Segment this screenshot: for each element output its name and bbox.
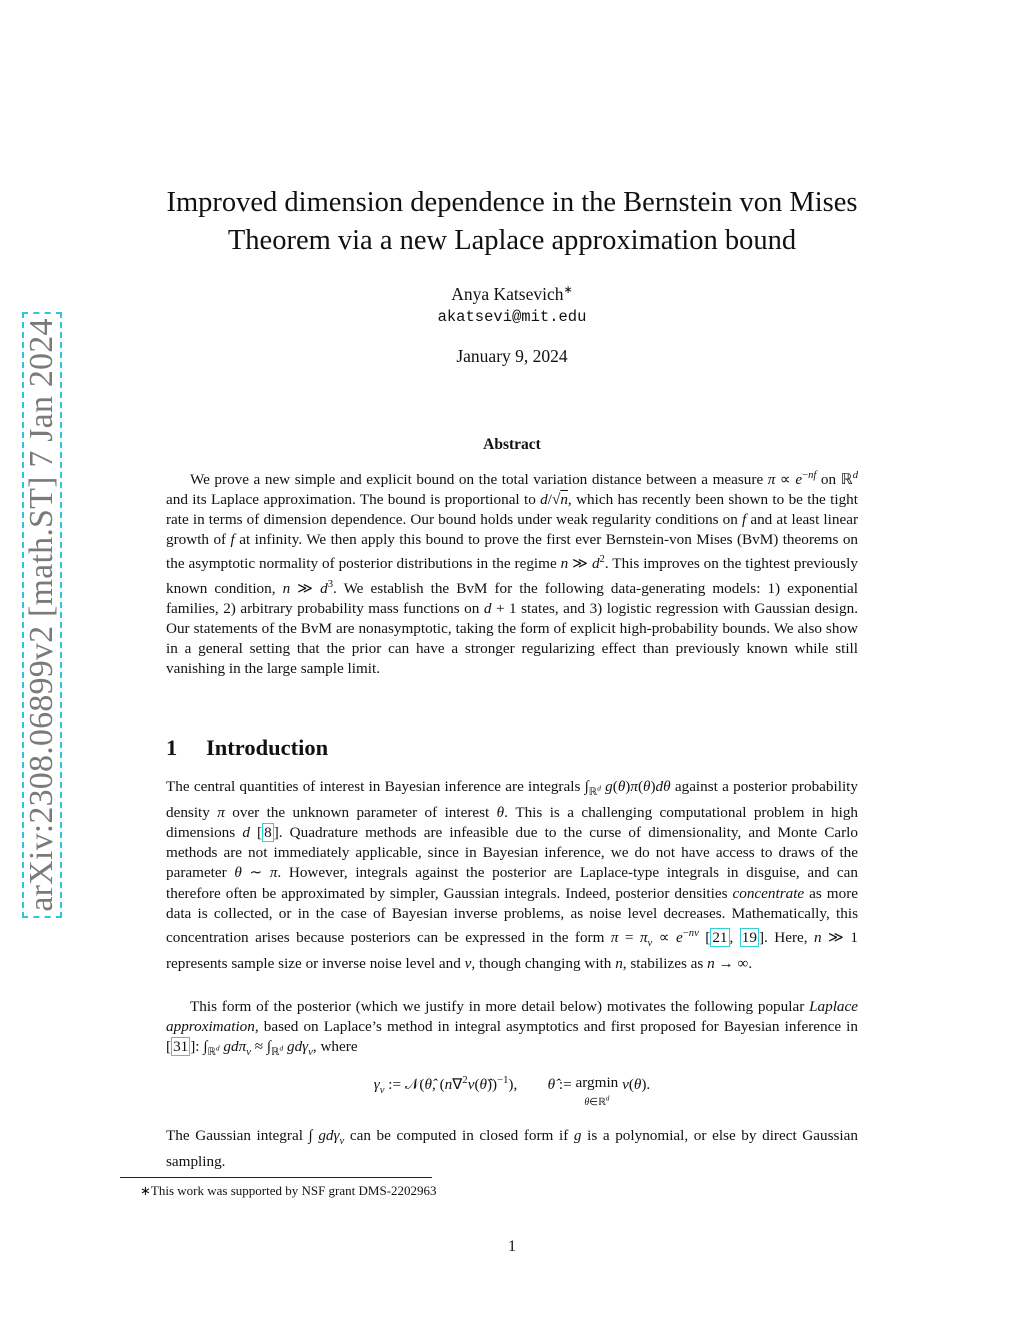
citation-link[interactable]: 31 <box>173 1038 189 1056</box>
title-line-2: Theorem via a new Laplace approximation bound <box>227 225 797 256</box>
section-heading <box>166 735 858 761</box>
author-email[interactable]: akatsevi@mit.edu <box>437 308 587 326</box>
title-line-1: Improved dimension dependence in the Bernstein von Mises <box>166 187 858 218</box>
paper-title <box>166 184 858 260</box>
author-footnote-mark: ∗ <box>563 284 573 296</box>
arxiv-sidebar-stamp[interactable] <box>22 312 62 918</box>
section-number: 1 <box>166 735 178 760</box>
citation-link[interactable]: 8 <box>264 824 272 842</box>
footnote-divider <box>120 1177 432 1178</box>
abstract-heading: Abstract <box>483 436 541 453</box>
abstract-text: We prove a new simple and explicit bound on the total variation distance between a measure $\pi \propto e^{-nf}$ on ℝ$^d$ and its Laplace approximation. The bound is proportional to d/√n, which has recently been shown to be the tight rate in terms of dimension dependence. Our bound holds under weak regularity conditions on f and at least linear growth of f at infinity. We then apply this bound to prove the first ever Bernstein-von Mises (BvM) theorems on the asymptotic normality of posterior distributions in the regime n ≫ $d^2$. This improves on the tightest previously known condition, n ≫ $d^3$. We establish the BvM for the following data-generating models: 1) exponential families, 2) arbitrary probability mass functions on d + 1 states, and 3) logistic regression with Gaussian design. Our statements of the BvM are nonasymptotic, taking the form of explicit high-probability bounds. We also show in a general setting that the prior can have a stronger regularizing effect than previously known while still vanishing in the large sample limit. <box>166 470 859 678</box>
author <box>166 283 858 305</box>
citation-link[interactable]: 19 <box>741 928 757 946</box>
author-name: Anya Katsevich <box>451 283 564 304</box>
section-title: Introduction <box>206 735 329 760</box>
paper-date: January 9, 2024 <box>456 346 568 366</box>
intro-paragraph: This form of the posterior (which we justify in more detail below) motivates the following popular Laplace approximation, based on Laplace’s method in integral asymptotics and first proposed for Bayesian inference in [ 31 ]: $\int_{ℝ^d}$ $gd\pi_v \approx \int_{ℝ^d}$ gdγ$_v$, where <box>166 998 858 1059</box>
footnote: ∗This work was supported by NSF grant DMS-2202963 <box>140 1183 437 1198</box>
display-equation: $\gamma_v$ := 𝒩(θ̂, (n∇$^2$v(θ̂))$^{-1}$), θ̂ := argmin θ∈ℝ$^d$ v(θ). <box>373 1074 651 1109</box>
page-number: 1 <box>508 1238 516 1255</box>
citation-link[interactable]: 21 <box>712 928 728 946</box>
arxiv-identifier[interactable]: arXiv:2308.06899v2 [math.ST] 7 Jan 2024 <box>23 318 60 912</box>
intro-paragraph: The Gaussian integral ∫ gdγ$_v$ can be computed in closed form if g is a polynomial, or else by direct Gaussian sampling. <box>166 1127 858 1171</box>
intro-paragraph: The central quantities of interest in Bayesian inference are integrals $\int_{ℝ^d}$ g(θ)π(θ)dθ against a posterior probability density π over the unknown parameter of interest θ. This is a challenging computational problem in high dimensions d [ 8 ]. Quadrature methods are infeasible due to the curse of dimensionality, and Monte Carlo methods are not immediately applicable, since in Bayesian inference, we do not have access to draws of the parameter θ ∼ π. However, integrals against the posterior are Laplace-type integrals in disguise, and can therefore often be approximated by simpler, Gaussian integrals. Indeed, posterior densities concentrate as more data is collected, or in the case of Bayesian inverse problems, as noise level decreases. Mathematically, this concentration arises because posteriors can be expressed in the form $\pi = \pi_v \propto e^{-nv}$ [ 21 , 19 ]. Here, n ≫ 1 represents sample size or inverse noise level and v, though changing with n, stabilizes as n → ∞. <box>166 778 859 972</box>
